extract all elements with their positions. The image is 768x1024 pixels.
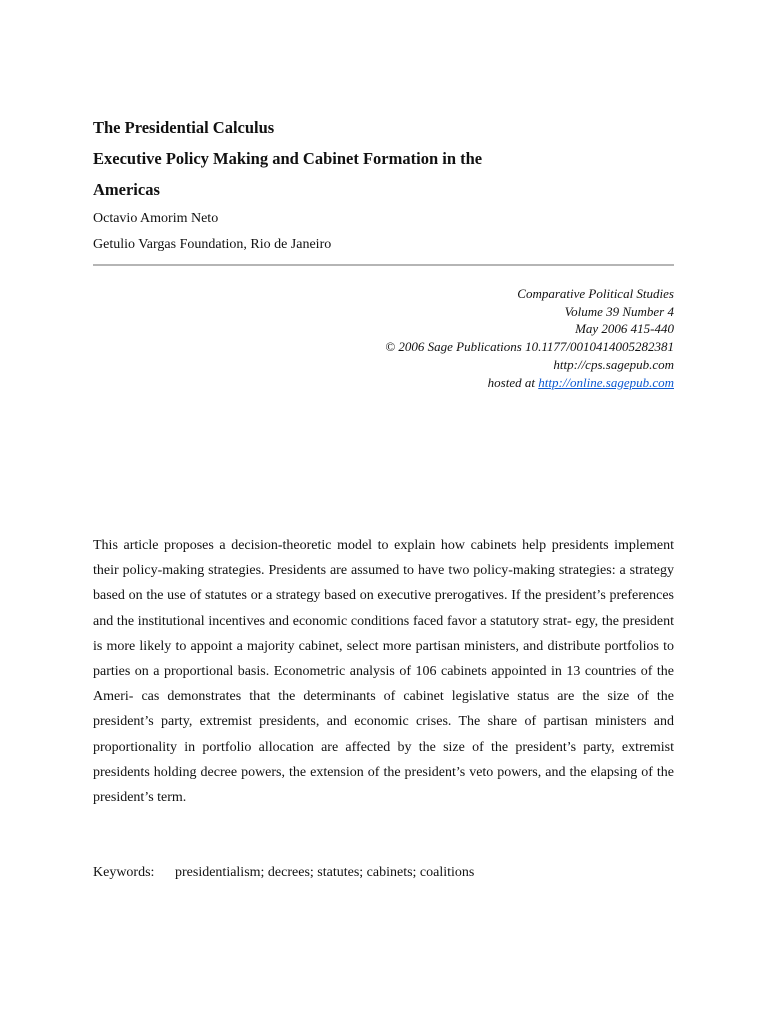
abstract-text: This article proposes a decision-theoretic model to explain how cabinets help presidents implement their policy-making strategies. Presidents are assumed to have two policy-making strategies: a strategy based on the use of statutes or a strategy based on executive prerogatives. If the president’s preferences and the institutional incentives and economic conditions faced favor a statutory strat- egy, the president is more likely to appoint a majority cabinet, select more partisan ministers, and distribute portfolios to parties on a proportional basis. Econometric analysis of 106 cabinets appointed in 13 countries of the Ameri- cas demonstrates that the determinants of cabinet legislative status are the size of the president’s party, extremist presidents, and economic crises. The share of partisan ministers and proportionality in portfolio allocation are affected by the size of the president’s party, extremist presidents holding decree powers, the extension of the president’s veto powers, and the elapsing of the president’s term.: [93, 538, 674, 806]
article-subtitle: Executive Policy Making and Cabinet Formation in the Americas: [93, 149, 483, 199]
journal-volume: Volume 39 Number 4: [564, 303, 674, 319]
article-header: [93, 112, 674, 391]
author-affiliation: Getulio Vargas Foundation, Rio de Janeiro: [93, 237, 332, 252]
keywords-label: Keywords:: [93, 865, 155, 880]
journal-date-pages: May 2006 415-440: [575, 321, 674, 337]
author-name: Octavio Amorim Neto: [93, 211, 219, 226]
citation-block: [93, 285, 674, 391]
hosted-prefix: hosted at: [487, 374, 539, 390]
copyright-doi: © 2006 Sage Publications 10.1177/0010414005282381: [385, 339, 674, 355]
hosted-link[interactable]: http://online.sagepub.com: [538, 374, 674, 390]
hosted-line: [93, 374, 674, 392]
article-title: The Presidential Calculus: [93, 118, 275, 137]
header-divider: [93, 264, 674, 266]
journal-site: http://cps.sagepub.com: [553, 356, 674, 372]
keywords-line: [93, 860, 674, 885]
keywords-value: presidentialism; decrees; statutes; cabinets; coalitions: [175, 865, 475, 880]
journal-name: Comparative Political Studies: [517, 286, 674, 301]
